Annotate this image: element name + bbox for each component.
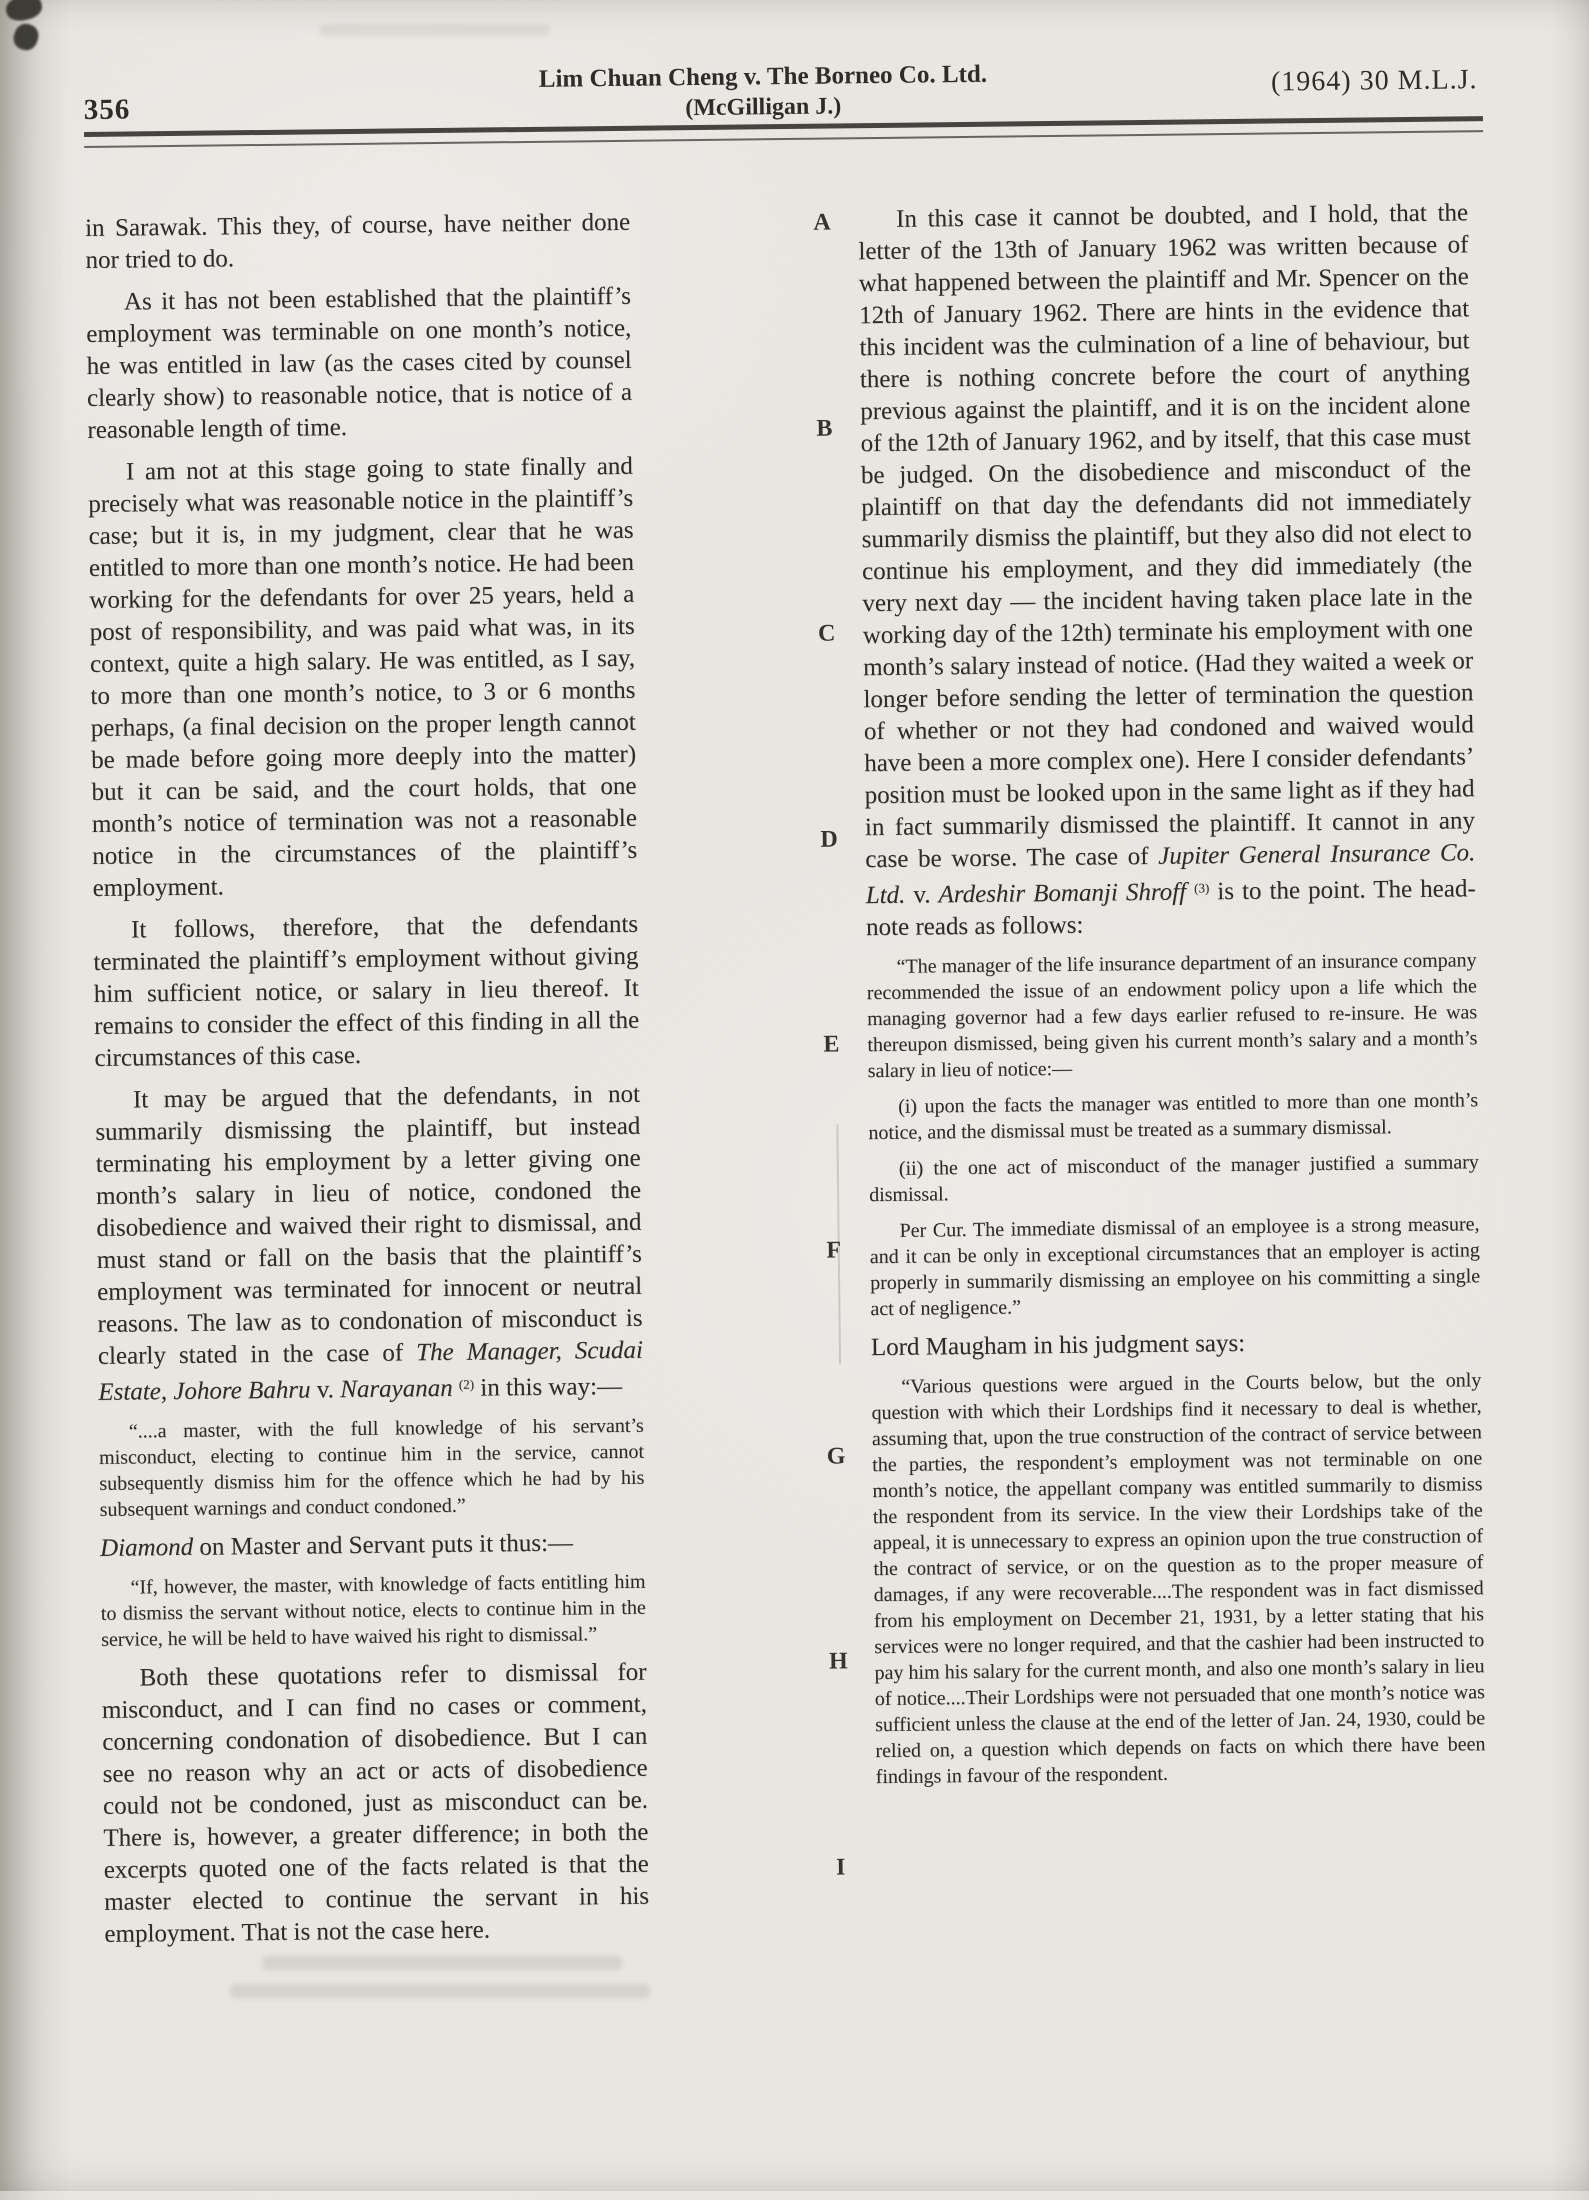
footnote-reference: (3) [1193,880,1210,896]
text-run: Ardeshir Bomanji Shroff [938,878,1187,909]
text-run: It may be argued that the defendants, in not summarily dismissing the plaintiff, but instead terminating his employment by a letter giving one month’s salary in lieu of notice, condoned the disobedience and waived their right to dismissal, and must stand or fall on the basis that the plaintiff’s employment was terminated for innocent or neutral reasons. The law as to condonation of misconduct is clearly stated in the case of [95,1080,643,1370]
quote-block [100,1569,646,1653]
quote-block [871,1367,1486,1790]
show-through-text-artifact [230,1984,650,1998]
margin-letter-i: I [835,1854,846,1881]
text-run: (i) upon the facts the manager was entitled to more than one month’s notice, and the dismissal must be treated as a summary dismissal. [868,1089,1479,1145]
text-run: It follows, therefore, that the defendants terminated the plaintiff’s employment without giving him sufficient notice, or salary in lieu thereof. It remains to consider the effect of this finding in all the circumstances of this case. [93,910,640,1072]
right-text-column [858,197,1486,1800]
paragraph [858,197,1476,944]
text-run: v. [310,1376,341,1404]
text-run: in this way:— [473,1372,623,1402]
text-run: Narayanan [340,1374,453,1404]
text-run: (ii) the one act of misconduct of the manager justified a summary dismissal. [869,1151,1479,1207]
text-run: “If, however, the master, with knowledge of facts entitling him to dismiss the servant without notice, elects to continue him in the service, he will be held to have waived his right to dismissal.” [100,1570,646,1651]
margin-letter-b: B [816,415,833,442]
paragraph [101,1657,649,1951]
left-text-column [85,207,650,1961]
paragraph [85,207,631,277]
show-through-text-artifact [262,1956,622,1970]
margin-letter-e: E [823,1031,840,1058]
margin-letter-f: F [826,1237,842,1264]
margin-letter-c: C [817,620,836,647]
text-run: “The manager of the life insurance department of an insurance company recommended the issue of an endowment policy upon a life which the managing governor had a few days earlier refused to re-insure. He was thereupon dismissed, being given his current month’s salary and a month’s salary in lieu of notice:— [866,949,1478,1083]
footnote-reference: (2) [458,1376,475,1392]
text-run: “....a master, with the full knowledge of his servant’s misconduct, electing to continue him in the service, cannot subsequently dismiss him for the offence which he had by his subsequent warnings and conduct condoned.” [98,1414,645,1521]
margin-letter-g: G [826,1443,846,1470]
page-number: 356 [83,93,131,126]
text-run: Jupiter General Insurance Co. Ltd. [865,839,1476,910]
quote-block [866,947,1477,1084]
margin-letter-a: A [813,209,831,236]
text-run: is to the point. The head-note reads as follows: [865,875,1476,942]
quote-block [868,1087,1479,1146]
text-run: “Various questions were argued in the Courts below, but the only question with which their Lordships find it necessary to deal is whether, assuming that, upon the true construction of the contract of service between the parties, the respondent’s employment was not terminable on one month’s notice, the appellant company was entitled summarily to dismiss the respondent from its service. In the view their Lordships take of the appeal, it is unnecessary to express an opinion upon the true construction of the contract of service, or on the question as to the proper measure of damages, if any were recoverable....The respondent was in fact dismissed from his employment on December 21, 1931, by a letter stating that his services were no longer required, and that the cashier had been instructed to pay him his salary for the current month, and also one month’s salary in lieu of notice....Their Lordships were not persuaded that one month’s notice was sufficient unless the clause at the end of the letter of Jan. 24, 1930, could be relied on, a question which depends on facts on which there have been findings in favour of the respondent. [871,1369,1486,1789]
margin-letter-h: H [828,1648,848,1675]
text-run: I am not at this stage going to state finally and precisely what was reasonable notice in the plaintiff’s case; but it is, in my judgment, clear that he was entitled to more than one month’s notice. He had been working for the defendants for over 25 years, held a post of responsibility, and was paid what was, in its context, quite a high salary. He was entitled, as I say, to more than one month’s notice, to 3 or 6 months perhaps, (a final decision on the proper length cannot be made before going more deeply into the matter) but it can be said, and the court holds, that one month’s notice of termination was not a reasonable notice in the circumstances of the plaintiff’s employment. [88,452,638,902]
show-through-text-artifact [320,24,550,36]
paragraph [93,909,640,1075]
paragraph [95,1079,644,1409]
text-run: on Master and Servant puts it thus:— [192,1529,574,1561]
text-run: Both these quotations refer to dismissal for misconduct, and I can find no cases or comment, concerning condonation of disobedience. But I can see no reason why an act or acts of disobedience could not be condoned, just as misconduct can be. There is, however, a greater difference; in both the excerpts quoted one of the facts related is that the master elected to continue the servant in his employment. That is not the case here. [101,1658,650,1948]
text-run: In this case it cannot be doubted, and I hold, that the letter of the 13th of January 1962 was written because of what happened between the plaintiff and Mr. Spencer on the 12th of January 1962. There are hints in the evidence that this incident was the culmination of a line of behaviour, but there is nothing concrete before the court of anything previous against the plaintiff, and it is on the incident alone of the 12th of January 1962, and by itself, that this case must be judged. On the disobedience and misconduct of the plaintiff on that day the defendants did not immediately summarily dismiss the plaintiff, but they also did not elect to continue his employment, and they did immediately (the very next day — the incident having taken place late in the working day of the 12th) terminate his employment with one month’s salary instead of notice. (Had they waited a week or longer before sending the letter of termination the question of whether or not they had condoned and waived would have been a more complex one). Here I consider defendants’ position must be looked upon in the same light as if they had in fact summarily dismissed the plaintiff. It cannot in any case be worse. The case of [858,199,1476,874]
text-run: Lord Maugham in his judgment says: [870,1329,1246,1362]
paragraph [88,451,638,905]
volume-citation: (1964) 30 M.L.J. [1270,64,1478,98]
subheading [100,1527,645,1565]
text-run: v. [905,881,939,909]
text-run: The Manager, Scudai Estate, Johore Bahru [98,1336,644,1406]
text-run: in Sarawak. This they, of course, have neither done nor tried to do. [84,208,631,274]
paragraph [86,281,633,447]
quote-block [99,1413,645,1523]
quote-block [869,1211,1480,1322]
text-run: Per Cur. The immediate dismissal of an employee is a strong measure, and it can be only in exceptional circumstances that an employer is acting properly in summarily dismissing an employee on his committing a single act of negligence.” [869,1213,1481,1321]
text-run: Diamond [99,1533,194,1562]
running-judge-name: (McGilligan J.) [685,93,842,122]
text-run: As it has not been established that the plaintiff’s employment was terminable on one month’s notice, he was entitled in law (as the cases cited by counsel clearly show) to reasonable notice, that is notice of a reasonable length of time. [86,282,633,444]
margin-letter-d: D [820,826,838,853]
subheading [871,1325,1481,1364]
quote-block [869,1149,1480,1208]
running-case-title: Lim Chuan Cheng v. The Borneo Co. Ltd. [538,60,988,93]
